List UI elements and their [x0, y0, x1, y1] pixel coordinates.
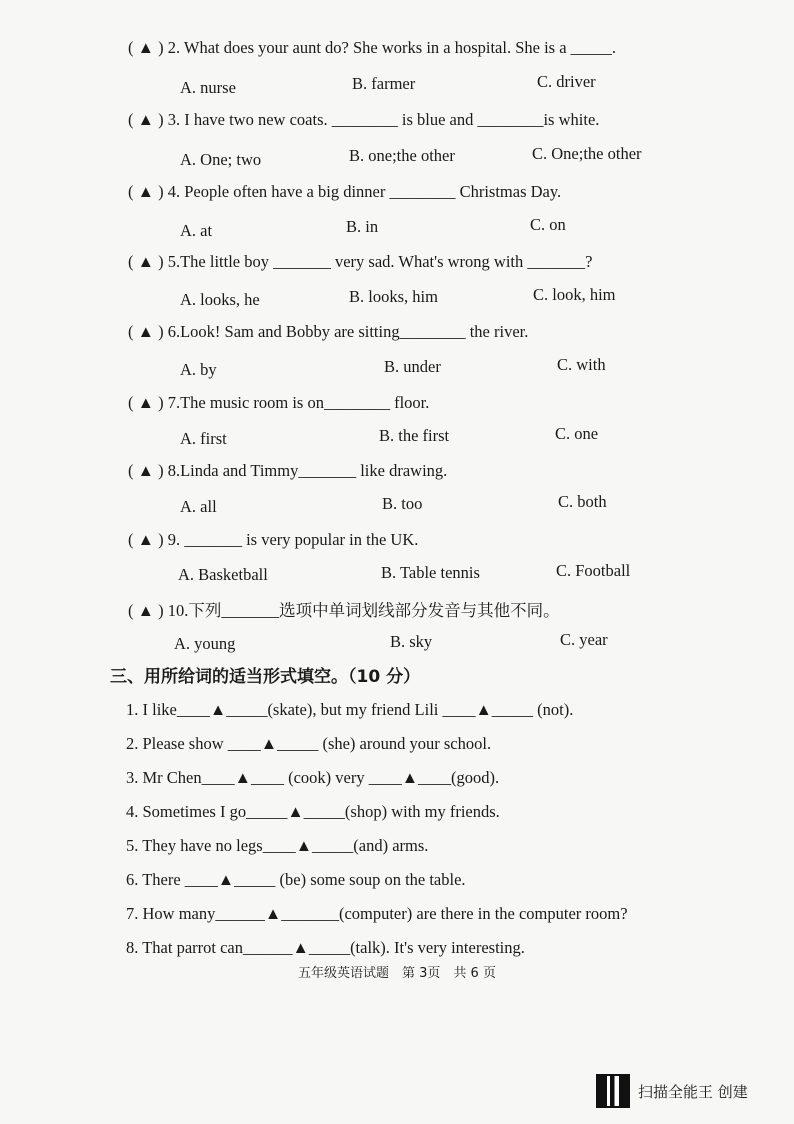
- option-a: A. by: [180, 360, 217, 379]
- fill-item-1: 1. I like____▲_____(skate), but my friend Lili ____▲_____ (not).: [126, 700, 574, 719]
- question-text: 2. What does your aunt do? She works in a hospital. She is a _____.: [167, 38, 617, 57]
- option-a: A. nurse: [180, 78, 236, 97]
- question-8: [128, 461, 447, 481]
- question-5: [128, 252, 592, 272]
- question-stem: ( ▲ ): [128, 393, 164, 412]
- question-text: 6.Look! Sam and Bobby are sitting________ the river.: [167, 322, 529, 341]
- option-b: B. farmer: [352, 74, 416, 93]
- scanner-label: 扫描全能王 创建: [638, 1082, 748, 1101]
- option-b: B. sky: [390, 632, 433, 651]
- page-footer: 五年级英语试题 第 3页 共 6 页: [298, 966, 496, 981]
- question-10: [128, 597, 560, 621]
- question-3: [128, 110, 599, 130]
- option-c: C. one: [555, 424, 599, 443]
- option-b: B. looks, him: [349, 287, 438, 306]
- option-a: A. at: [180, 221, 213, 240]
- fill-item-8: 8. That parrot can______▲_____(talk). It's very interesting.: [126, 938, 525, 957]
- option-b: B. in: [346, 217, 379, 236]
- option-a: A. young: [174, 634, 236, 653]
- question-stem: ( ▲ ): [128, 182, 164, 201]
- fill-item-5: 5. They have no legs____▲_____(and) arms.: [126, 836, 429, 855]
- option-a: A. first: [180, 429, 227, 448]
- fill-item-7: 7. How many______▲_______(computer) are there in the computer room?: [126, 904, 628, 923]
- qr-code-icon: [596, 1074, 630, 1108]
- fill-item-3: 3. Mr Chen____▲____ (cook) very ____▲____(good).: [126, 768, 500, 787]
- fill-item-2: 2. Please show ____▲_____ (she) around your school.: [126, 734, 492, 753]
- question-text: 3. I have two new coats. ________ is blue and ________is white.: [167, 110, 600, 129]
- option-b: B. too: [382, 494, 423, 513]
- question-text: 4. People often have a big dinner ________ Christmas Day.: [167, 182, 562, 201]
- option-c: C. Football: [556, 561, 631, 580]
- question-text: 8.Linda and Timmy_______ like drawing.: [167, 461, 448, 480]
- fill-item-4: 4. Sometimes I go_____▲_____(shop) with my friends.: [126, 802, 500, 821]
- option-a: A. One; two: [180, 150, 262, 169]
- question-stem: ( ▲ ): [128, 461, 164, 480]
- option-c: C. driver: [537, 72, 596, 91]
- question-7: [128, 393, 429, 413]
- option-c: C. with: [557, 355, 606, 374]
- question-text: 9. _______ is very popular in the UK.: [167, 530, 419, 549]
- question-stem: ( ▲ ): [128, 252, 164, 271]
- scanner-watermark: [596, 1074, 748, 1108]
- question-text: 5.The little boy _______ very sad. What's wrong with _______?: [167, 252, 593, 271]
- option-a: A. looks, he: [180, 290, 260, 309]
- question-2: [128, 38, 616, 58]
- question-stem: ( ▲ ): [128, 38, 164, 57]
- option-b: B. Table tennis: [381, 563, 480, 582]
- option-c: C. on: [530, 215, 566, 234]
- option-a: A. all: [180, 497, 217, 516]
- option-c: C. both: [558, 492, 607, 511]
- question-9: [128, 530, 418, 550]
- question-stem: ( ▲ ): [128, 322, 164, 341]
- question-text: 10.下列_______选项中单词划线部分发音与其他不同。: [167, 601, 560, 620]
- question-4: [128, 182, 561, 202]
- section-title: 三、用所给词的适当形式填空。（10 分）: [110, 667, 421, 687]
- option-a: A. Basketball: [178, 565, 268, 584]
- option-c: C. look, him: [533, 285, 616, 304]
- question-stem: ( ▲ ): [128, 110, 164, 129]
- question-text: 7.The music room is on________ floor.: [167, 393, 430, 412]
- option-b: B. the first: [379, 426, 450, 445]
- option-c: C. year: [560, 630, 608, 649]
- question-stem: ( ▲ ): [128, 601, 164, 620]
- question-stem: ( ▲ ): [128, 530, 164, 549]
- option-b: B. under: [384, 357, 441, 376]
- fill-item-6: 6. There ____▲_____ (be) some soup on the table.: [126, 870, 466, 889]
- option-b: B. one;the other: [349, 146, 455, 165]
- option-c: C. One;the other: [532, 144, 642, 163]
- question-6: [128, 322, 528, 342]
